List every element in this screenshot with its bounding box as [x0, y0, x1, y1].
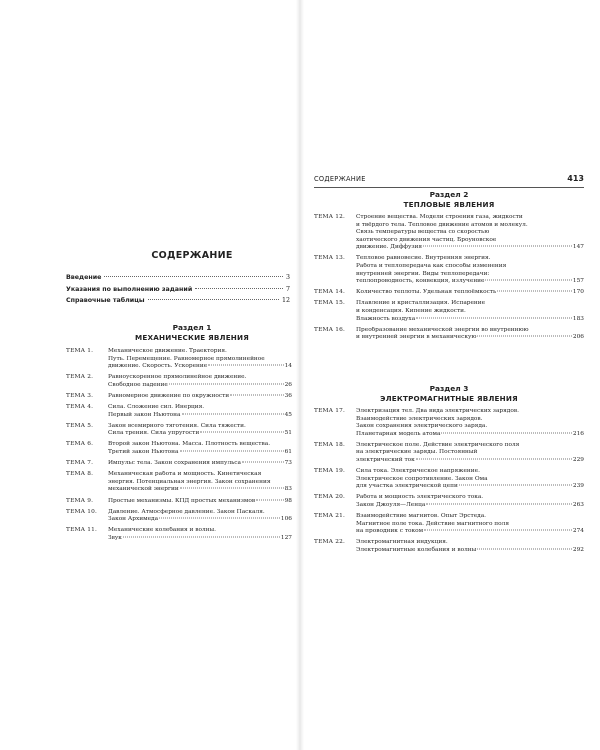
- section-number: Раздел 1: [172, 323, 212, 332]
- topic-title-line: [108, 486, 292, 494]
- topic-title-line: [108, 430, 292, 438]
- topic-title-line: Электризация тел. Два вида электрических зарядов.: [356, 408, 519, 414]
- topic-label: ТЕМА 18.: [314, 441, 346, 448]
- topic-title: [356, 494, 584, 509]
- topic-title-line: [356, 483, 584, 491]
- topic-title-line: [108, 449, 292, 457]
- topic-page-number: 106: [280, 516, 292, 523]
- topic-page-number: 183: [572, 315, 584, 322]
- topic-title-line: и твёрдого тела. Тепловое движение атомов и молекул.: [356, 221, 528, 228]
- topic-title-line: [108, 460, 292, 468]
- topic-title-line: Закон всемирного тяготения. Сила тяжести.: [108, 422, 246, 429]
- toc-topic-entry[interactable]: [314, 300, 584, 323]
- topic-title-line: [108, 498, 292, 506]
- topic-title-line: [356, 547, 584, 555]
- dot-leader: [195, 288, 283, 289]
- topic-title: [356, 300, 584, 323]
- dot-leader: [242, 462, 284, 463]
- toc-topic-entry[interactable]: [314, 289, 584, 297]
- dot-leader: [485, 280, 571, 281]
- dot-leader: [104, 276, 283, 277]
- topic-title-line: Плавление и кристаллизация. Испарение: [356, 300, 486, 307]
- topic-title-text: Влажность воздуха: [356, 315, 416, 322]
- topic-page-number: 170: [572, 289, 584, 296]
- section-number: Раздел 3: [429, 384, 469, 393]
- topic-title-line: Механические колебания и волны.: [108, 527, 216, 534]
- topic-label: ТЕМА 1.: [66, 348, 94, 354]
- topic-title-text: и внутренней энергии в механическую: [356, 334, 477, 341]
- topic-title-text: электрический ток: [356, 457, 415, 464]
- section-topic-list: [66, 348, 292, 546]
- topic-title-text: теплопроводность, конвекция, излучение: [356, 278, 485, 285]
- topic-title-line: Давление. Атмосферное давление. Закон Паскаля.: [108, 508, 265, 515]
- toc-topic-entry[interactable]: [314, 539, 584, 554]
- topic-title-line: Закон сохранения электрического заряда.: [356, 423, 488, 430]
- dot-leader: [123, 536, 280, 537]
- topic-page-number: 61: [284, 449, 292, 456]
- topic-label: ТЕМА 5.: [66, 422, 94, 429]
- toc-topic-entry[interactable]: [314, 255, 584, 285]
- section-topic-list: [314, 408, 584, 558]
- topic-title-line: Путь. Перемещение. Равномерное прямолинейное: [108, 355, 265, 362]
- topic-title: [356, 513, 584, 536]
- topic-title: [108, 509, 292, 524]
- toc-title: СОДЕРЖАНИЕ: [151, 250, 233, 261]
- topic-title-text: Равномерное движение по окружности: [108, 392, 230, 399]
- topic-page-number: 229: [572, 457, 584, 464]
- toc-topic-entry[interactable]: [66, 404, 292, 419]
- topic-page-number: 14: [284, 363, 292, 370]
- topic-page-number: 98: [284, 497, 292, 504]
- topic-label: ТЕМА 2.: [66, 374, 94, 381]
- toc-topic-entry[interactable]: [66, 460, 292, 468]
- intro-entry-title: Указания по выполнению заданий: [66, 285, 193, 293]
- topic-title-line: Электромагнитная индукция.: [356, 539, 448, 546]
- section-name: МЕХАНИЧЕСКИЕ ЯВЛЕНИЯ: [135, 333, 249, 342]
- dot-leader: [148, 299, 279, 300]
- topic-title-line: Преобразование механической энергии во внутреннюю: [356, 326, 529, 333]
- topic-title-text: на проводник с током: [356, 528, 424, 535]
- dot-leader: [180, 451, 284, 452]
- topic-page-number: 157: [572, 278, 584, 285]
- topic-title-text: механической энергии: [108, 486, 179, 493]
- topic-title-line: [356, 431, 584, 439]
- section-topic-list: [314, 214, 584, 345]
- intro-entry-page: 3: [285, 274, 290, 281]
- topic-page-number: 239: [572, 483, 584, 490]
- dot-leader: [256, 499, 283, 500]
- topic-title-text: Свободное падение: [108, 381, 168, 388]
- toc-intro-list: [66, 272, 290, 307]
- dot-leader: [169, 383, 284, 384]
- topic-title-line: Взаимодействие электрических зарядов.: [356, 415, 483, 422]
- dot-leader: [477, 549, 572, 550]
- topic-title-line: [108, 412, 292, 420]
- toc-topic-entry[interactable]: [314, 442, 584, 465]
- topic-title-text: Звук: [108, 534, 122, 541]
- topic-title: [108, 348, 292, 371]
- dot-leader: [441, 432, 571, 433]
- topic-title-text: Импульс тела. Закон сохранения импульса: [108, 460, 241, 467]
- section-name: ЭЛЕКТРОМАГНИТНЫЕ ЯВЛЕНИЯ: [380, 394, 518, 403]
- section-heading: [314, 190, 584, 210]
- topic-title-line: [356, 528, 584, 536]
- topic-title-line: Электрическое поле. Действие электрического поля: [356, 441, 520, 448]
- topic-title-text: для участка электрической цепи: [356, 483, 458, 490]
- section-heading: [92, 323, 292, 343]
- topic-page-number: 206: [572, 334, 584, 341]
- topic-title-text: движение. Диффузия: [356, 244, 423, 251]
- topic-label: ТЕМА 3.: [66, 392, 94, 399]
- topic-label: ТЕМА 7.: [66, 460, 94, 467]
- dot-leader: [426, 504, 572, 505]
- running-head: [314, 175, 584, 188]
- topic-title-line: [108, 393, 292, 401]
- topic-title-text: Закон Архимеда: [108, 516, 159, 523]
- topic-title-line: на электрические заряды. Постоянный: [356, 449, 478, 456]
- book-gutter: [296, 0, 304, 750]
- topic-title-line: Строение вещества. Модели строения газа, жидкости: [356, 214, 523, 220]
- topic-title-line: [356, 289, 584, 297]
- dot-leader: [424, 530, 572, 531]
- topic-page-number: 73: [284, 460, 292, 467]
- topic-label: ТЕМА 8.: [66, 471, 94, 478]
- toc-topic-entry[interactable]: [66, 374, 292, 389]
- topic-title-line: [356, 278, 584, 286]
- topic-title-text: Простые механизмы. КПД простых механизмов: [108, 497, 256, 504]
- toc-topic-entry[interactable]: [66, 509, 292, 524]
- topic-label: ТЕМА 11.: [66, 527, 98, 534]
- dot-leader: [208, 365, 283, 366]
- toc-topic-entry[interactable]: [66, 527, 292, 542]
- running-head-title: СОДЕРЖАНИЕ: [314, 175, 366, 183]
- topic-label: ТЕМА 14.: [314, 289, 346, 296]
- topic-page-number: 127: [280, 534, 292, 541]
- dot-leader: [182, 413, 284, 414]
- topic-title-line: [356, 502, 584, 510]
- toc-topic-entry[interactable]: [66, 393, 292, 401]
- toc-topic-entry[interactable]: [314, 327, 584, 342]
- topic-title-line: Связь температуры вещества со скоростью: [356, 229, 490, 236]
- topic-title-line: Механическое движение. Траектория.: [108, 348, 227, 354]
- topic-title: [356, 255, 584, 285]
- topic-title: [108, 374, 292, 389]
- topic-label: ТЕМА 21.: [314, 513, 346, 520]
- intro-entry-page: 7: [285, 285, 290, 293]
- topic-title-line: и конденсация. Кипение жидкости.: [356, 308, 466, 315]
- topic-title-line: [356, 334, 584, 342]
- topic-title-line: [356, 244, 584, 252]
- dot-leader: [416, 317, 572, 318]
- toc-intro-entry[interactable]: [66, 284, 290, 296]
- topic-title: [356, 214, 584, 252]
- dot-leader: [477, 336, 572, 337]
- topic-title: [108, 441, 292, 456]
- topic-title-line: внутренней энергии. Виды теплопередачи:: [356, 270, 490, 277]
- topic-label: ТЕМА 12.: [314, 214, 346, 220]
- topic-title-line: Магнитное поле тока. Действие магнитного поля: [356, 520, 509, 527]
- topic-title-line: [108, 535, 292, 543]
- topic-title-text: Электромагнитные колебания и волны: [356, 547, 477, 553]
- topic-title: [108, 423, 292, 438]
- toc-topic-entry[interactable]: [314, 513, 584, 536]
- topic-title-text: Количество теплоты. Удельная теплоёмкость: [356, 289, 497, 296]
- topic-page-number: 263: [572, 502, 584, 509]
- topic-title-line: Второй закон Ньютона. Масса. Плотность вещества.: [108, 441, 271, 448]
- topic-title-line: [356, 316, 584, 324]
- topic-page-number: 51: [284, 430, 292, 437]
- topic-page-number: 83: [284, 486, 292, 493]
- topic-title-text: Планетарная модель атома: [356, 430, 441, 437]
- topic-title-line: [356, 457, 584, 465]
- topic-title: [356, 468, 584, 491]
- topic-page-number: 45: [284, 411, 292, 418]
- topic-page-number: 36: [284, 392, 292, 399]
- intro-entry-page: 12: [281, 297, 290, 304]
- topic-title-line: [108, 382, 292, 390]
- topic-title-line: хаотического движения частиц. Броуновское: [356, 236, 497, 243]
- topic-title: [356, 327, 584, 342]
- topic-title-line: Взаимодействие магнитов. Опыт Эрстеда.: [356, 513, 487, 520]
- topic-title: [356, 539, 584, 554]
- topic-label: ТЕМА 19.: [314, 468, 346, 475]
- topic-title-text: Сила трения. Сила упругости: [108, 430, 200, 437]
- topic-label: ТЕМА 13.: [314, 255, 346, 262]
- intro-entry-title: Введение: [66, 274, 102, 281]
- toc-intro-entry[interactable]: [66, 295, 290, 307]
- topic-page-number: 292: [572, 547, 584, 553]
- topic-title-text: движение. Скорость. Ускорение: [108, 363, 208, 370]
- toc-topic-entry[interactable]: [314, 408, 584, 438]
- topic-title-text: Первый закон Ньютона: [108, 411, 181, 418]
- topic-title: [108, 404, 292, 419]
- topic-title-line: энергия. Потенциальная энергия. Закон сохранения: [108, 478, 271, 485]
- topic-title-text: Третий закон Ньютона: [108, 449, 179, 456]
- toc-topic-entry[interactable]: [314, 494, 584, 509]
- topic-page-number: 147: [572, 244, 584, 251]
- topic-label: ТЕМА 20.: [314, 494, 346, 501]
- topic-page-number: 216: [572, 430, 584, 437]
- dot-leader: [497, 291, 572, 292]
- topic-title: [108, 498, 292, 506]
- section-name: ТЕПЛОВЫЕ ЯВЛЕНИЯ: [403, 200, 495, 209]
- topic-label: ТЕМА 9.: [66, 497, 94, 504]
- toc-topic-entry[interactable]: [314, 468, 584, 491]
- topic-title-line: Работа и теплопередача как способы изменения: [356, 263, 507, 270]
- toc-topic-entry[interactable]: [66, 348, 292, 371]
- toc-topic-entry[interactable]: [66, 471, 292, 494]
- dot-leader: [159, 518, 280, 519]
- topic-page-number: 26: [284, 381, 292, 388]
- topic-title: [108, 460, 292, 468]
- topic-title: [108, 527, 292, 542]
- topic-title: [356, 408, 584, 438]
- section-heading: [314, 384, 584, 404]
- topic-label: ТЕМА 16.: [314, 326, 346, 333]
- page-number: 413: [567, 174, 584, 183]
- topic-title-line: Электрическое сопротивление. Закон Ома: [356, 475, 488, 482]
- topic-label: ТЕМА 6.: [66, 441, 94, 448]
- toc-intro-entry[interactable]: [66, 272, 290, 284]
- toc-topic-entry[interactable]: [66, 498, 292, 506]
- topic-title: [108, 393, 292, 401]
- topic-title-line: Равноускоренное прямолинейное движение.: [108, 374, 247, 381]
- dot-leader: [423, 246, 572, 247]
- topic-label: ТЕМА 4.: [66, 404, 94, 411]
- right-page: [300, 0, 600, 750]
- toc-topic-entry[interactable]: [66, 441, 292, 456]
- topic-title-line: [108, 516, 292, 524]
- topic-title-line: Сила тока. Электрическое напряжение.: [356, 468, 480, 475]
- topic-title-line: Тепловое равновесие. Внутренняя энергия.: [356, 255, 491, 262]
- dot-leader: [180, 488, 284, 489]
- toc-topic-entry[interactable]: [314, 214, 584, 252]
- topic-label: ТЕМА 22.: [314, 539, 346, 546]
- intro-entry-title: Справочные таблицы: [66, 297, 145, 304]
- toc-topic-entry[interactable]: [66, 423, 292, 438]
- topic-title-text: Закон Джоуля—Ленца: [356, 502, 426, 509]
- topic-page-number: 274: [572, 528, 584, 535]
- topic-title-line: Сила. Сложение сил. Инерция.: [108, 404, 205, 411]
- dot-leader: [200, 432, 283, 433]
- dot-leader: [230, 394, 283, 395]
- topic-label: ТЕМА 15.: [314, 300, 346, 307]
- topic-title: [108, 471, 292, 494]
- section-number: Раздел 2: [429, 190, 469, 199]
- topic-title-line: [108, 363, 292, 371]
- topic-title: [356, 442, 584, 465]
- topic-label: ТЕМА 10.: [66, 508, 98, 515]
- dot-leader: [416, 459, 572, 460]
- topic-title-line: Работа и мощность электрического тока.: [356, 494, 484, 501]
- dot-leader: [459, 485, 572, 486]
- topic-label: ТЕМА 17.: [314, 408, 346, 414]
- topic-title: [356, 289, 584, 297]
- topic-title-line: Механическая работа и мощность. Кинетическая: [108, 471, 262, 478]
